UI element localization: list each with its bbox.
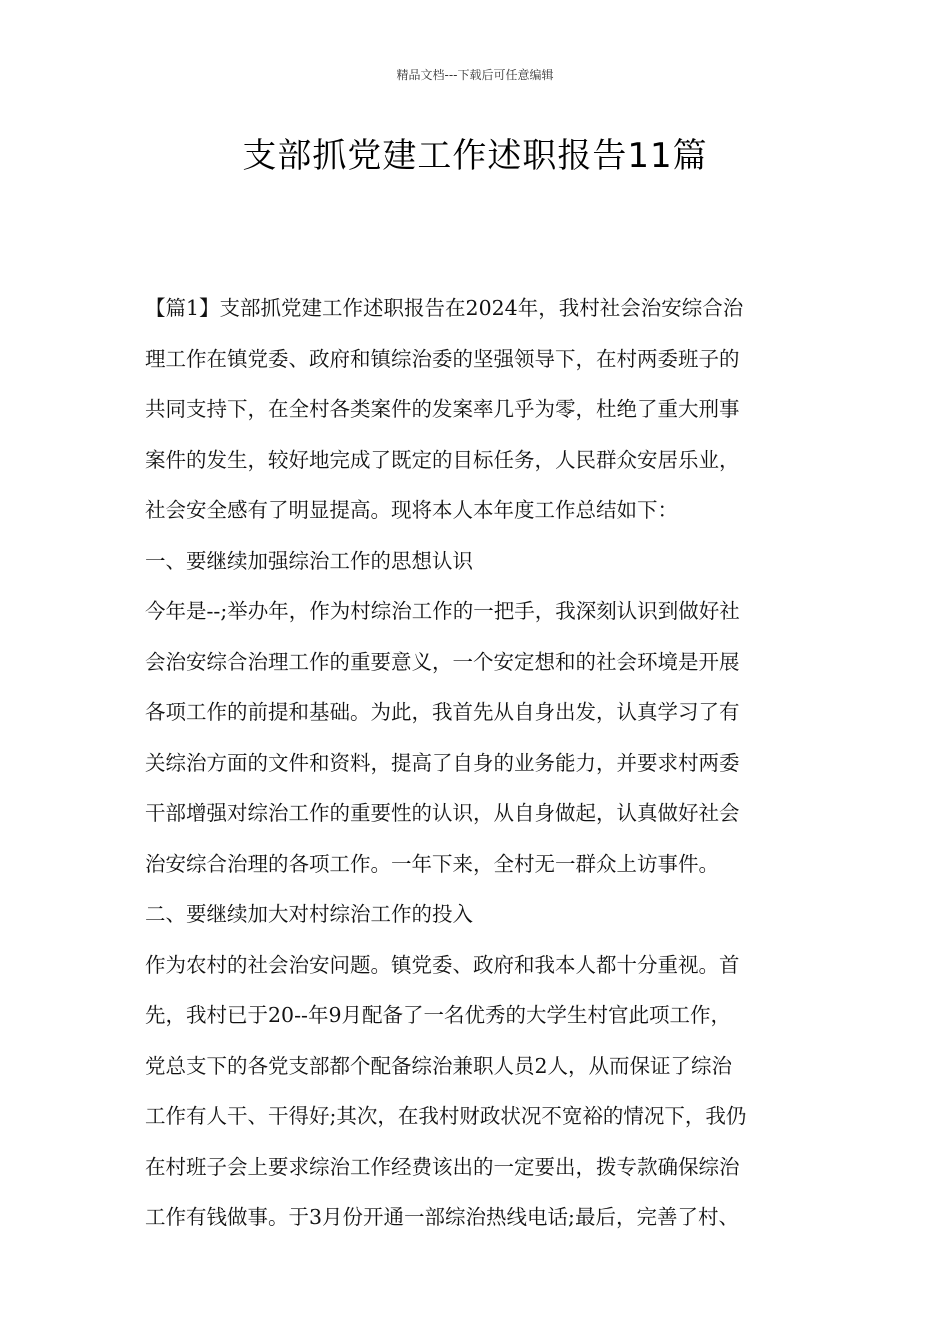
header-note: 精品文档---下载后可任意编辑 [396,68,554,82]
body-line: 关综治方面的文件和资料，提高了自身的业务能力，并要求村两委 [145,750,740,775]
body-line: 治安综合治理的各项工作。一年下来，全村无一群众上访事件。 [145,851,719,876]
section-heading: 二、要继续加大对村综治工作的投入 [145,902,473,926]
body-line: 在村班子会上要求综治工作经费该出的一定要出，拨专款确保综治 [145,1154,740,1179]
body-line: 先，我村已于20--年9月配备了一名优秀的大学生村官此项工作， [145,1003,731,1027]
body-line: 【篇1】支部抓党建工作述职报告在2024年，我村社会治安综合治 [145,296,744,320]
body-line: 今年是--;举办年，作为村综治工作的一把手，我深刻认识到做好社 [145,599,740,623]
document-title: 支部抓党建工作述职报告11篇 [242,136,708,176]
section-heading: 一、要继续加强综治工作的思想认识 [145,548,473,573]
body-line: 各项工作的前提和基础。为此，我首先从自身出发，认真学习了有 [145,700,740,724]
body-line: 理工作在镇党委、政府和镇综治委的坚强领导下，在村两委班子的 [145,346,740,371]
body-line: 工作有人干、干得好;其次，在我村财政状况不宽裕的情况下，我仍 [145,1104,747,1128]
document-body [145,283,810,1243]
body-line: 共同支持下，在全村各类案件的发案率几乎为零，杜绝了重大刑事 [145,397,740,421]
body-line: 干部增强对综治工作的重要性的认识，从自身做起，认真做好社会 [145,801,740,825]
body-line: 会治安综合治理工作的重要意义，一个安定想和的社会环境是开展 [145,649,740,674]
body-line: 案件的发生，较好地完成了既定的目标任务，人民群众安居乐业， [145,447,740,472]
body-line: 社会安全感有了明显提高。现将本人本年度工作总结如下： [145,498,678,522]
body-line: 党总支下的各党支部都个配备综治兼职人员2人，从而保证了综治 [145,1053,733,1078]
body-line: 作为农村的社会治安问题。镇党委、政府和我本人都十分重视。首 [145,952,740,977]
body-line: 工作有钱做事。于3月份开通一部综治热线电话;最后，完善了村、 [145,1205,739,1229]
